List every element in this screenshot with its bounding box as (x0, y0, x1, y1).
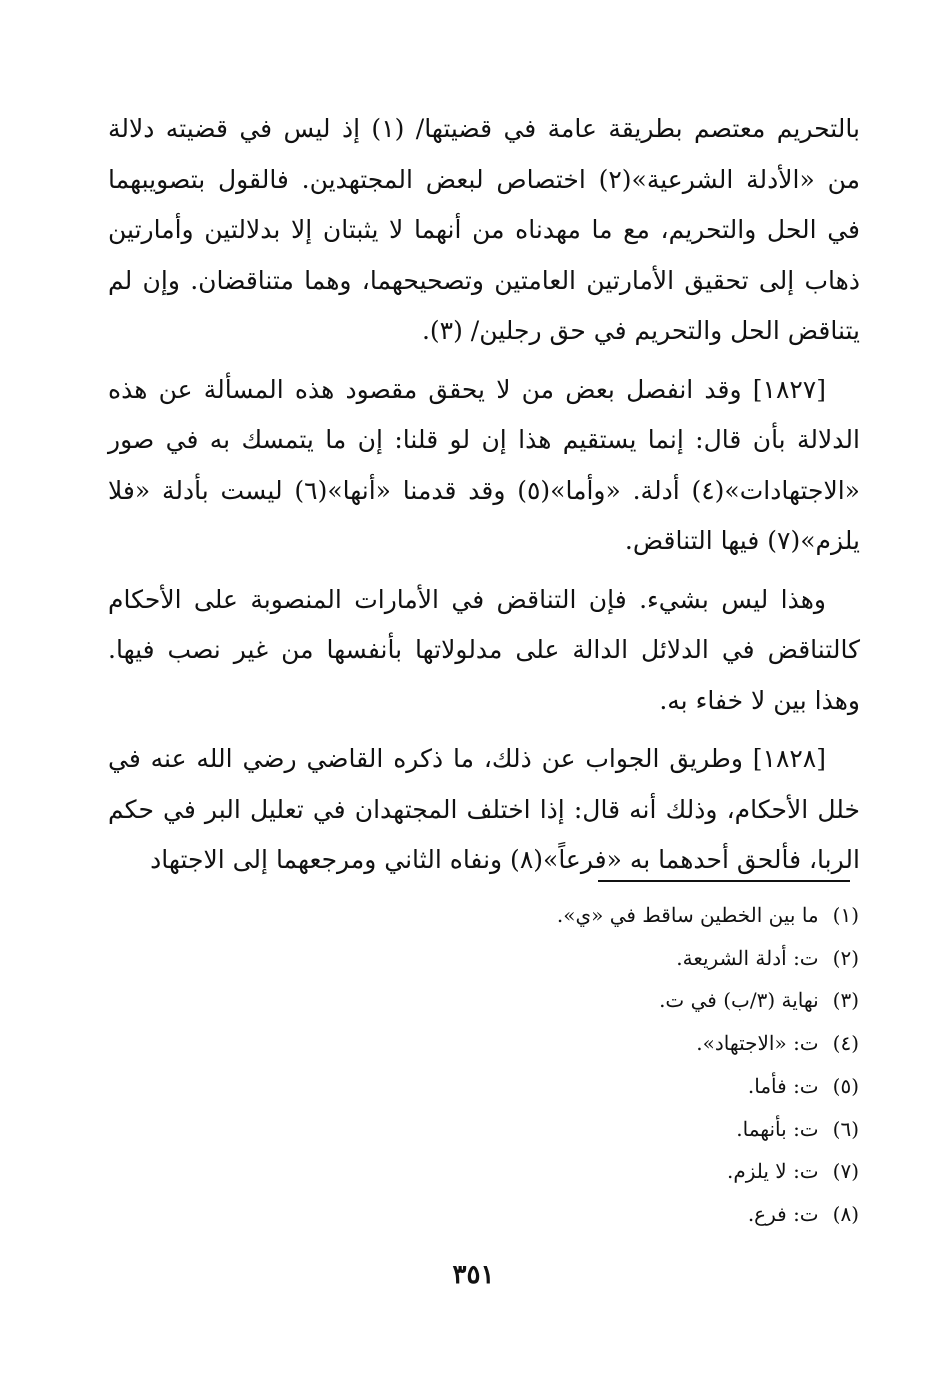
footnote-text: ت: فرع. (747, 1201, 819, 1226)
paragraph: [١٨٢٨] وطريق الجواب عن ذلك، ما ذكره القاضي رضي الله عنه في خلل الأحكام، وذلك أنه قال: إذا اختلف المجتهدان في تعليل البر في حكم الربا، فألحق أحدهما به «فرعاً»(٨) ونفاه الثاني ومرجعهما إلى الاجتهاد (108, 744, 860, 874)
footnote-number: (٧) (832, 1159, 859, 1184)
paragraph: بالتحريم معتصم بطريقة عامة في قضيتها/ (١) إذ ليس في قضيته دلالة من «الأدلة الشرعية»(٢) اختصاص لبعض المجتهدين. فالقول بتصويبهما في الحل والتحريم، مع ما مهدناه من أنهما لا يثبتان إلا بدلالتين وأمارتين ذهاب إلى تحقيق الأمارتين العامتين وتصحيحهما، وهما متناقضان. وإن لم يتناقض الحل والتحريم في حق رجلين/ (٣). (108, 114, 861, 345)
footnote-text: ت: فأما. (747, 1073, 819, 1098)
footnote (339, 979, 859, 1022)
footnote (339, 894, 859, 937)
footnote-number: (٣) (832, 988, 859, 1013)
footnote (339, 1022, 859, 1065)
footnote (339, 1065, 859, 1108)
footnote-number: (٤) (832, 1031, 859, 1056)
footnote-number: (٥) (832, 1073, 859, 1098)
paragraph: [١٨٢٧] وقد انفصل بعض من لا يحقق مقصود هذه المسألة عن هذه الدلالة بأن قال: إنما يستقيم هذا إن لو قلنا: إن ما يتمسك به في صور «الاجتهادات»(٤) أدلة. «وأما»(٥) وقد قدمنا «أنها»(٦) ليست بأدلة «فلا يلزم»(٧) فيها التناقض. (108, 374, 860, 555)
footnote-number: (٢) (832, 945, 859, 970)
paragraph: وهذا ليس بشيء. فإن التناقض في الأمارات المنصوبة على الأحكام كالتناقض في الدلائل الدالة على مدلولاتها بأنفسها من غير نصب فيها. وهذا بين لا خفاء به. (108, 584, 860, 715)
footnote-number: (١) (832, 903, 859, 927)
footnote-number: (٨) (832, 1201, 859, 1226)
footnote-text: ت: «الاجتهاد». (696, 1031, 819, 1056)
main-text (108, 104, 860, 886)
footnote (339, 937, 859, 980)
footnote-text: ت: أدلة الشريعة. (676, 945, 819, 970)
footnotes (339, 894, 859, 1236)
footnote (339, 1108, 859, 1151)
page-number: ٣٥١ (452, 1260, 495, 1290)
footnote-text: نهاية (٣/ب) في ت. (659, 988, 819, 1013)
footnote-separator (598, 880, 850, 882)
footnote-number: (٦) (832, 1116, 859, 1141)
footnote (339, 1150, 859, 1193)
footnote-text: ت: بأنهما. (736, 1116, 819, 1141)
footnote-text: ما بين الخطين ساقط في «ي». (556, 903, 819, 927)
footnote (339, 1193, 859, 1236)
footnote-text: ت: لا يلزم. (726, 1159, 819, 1184)
